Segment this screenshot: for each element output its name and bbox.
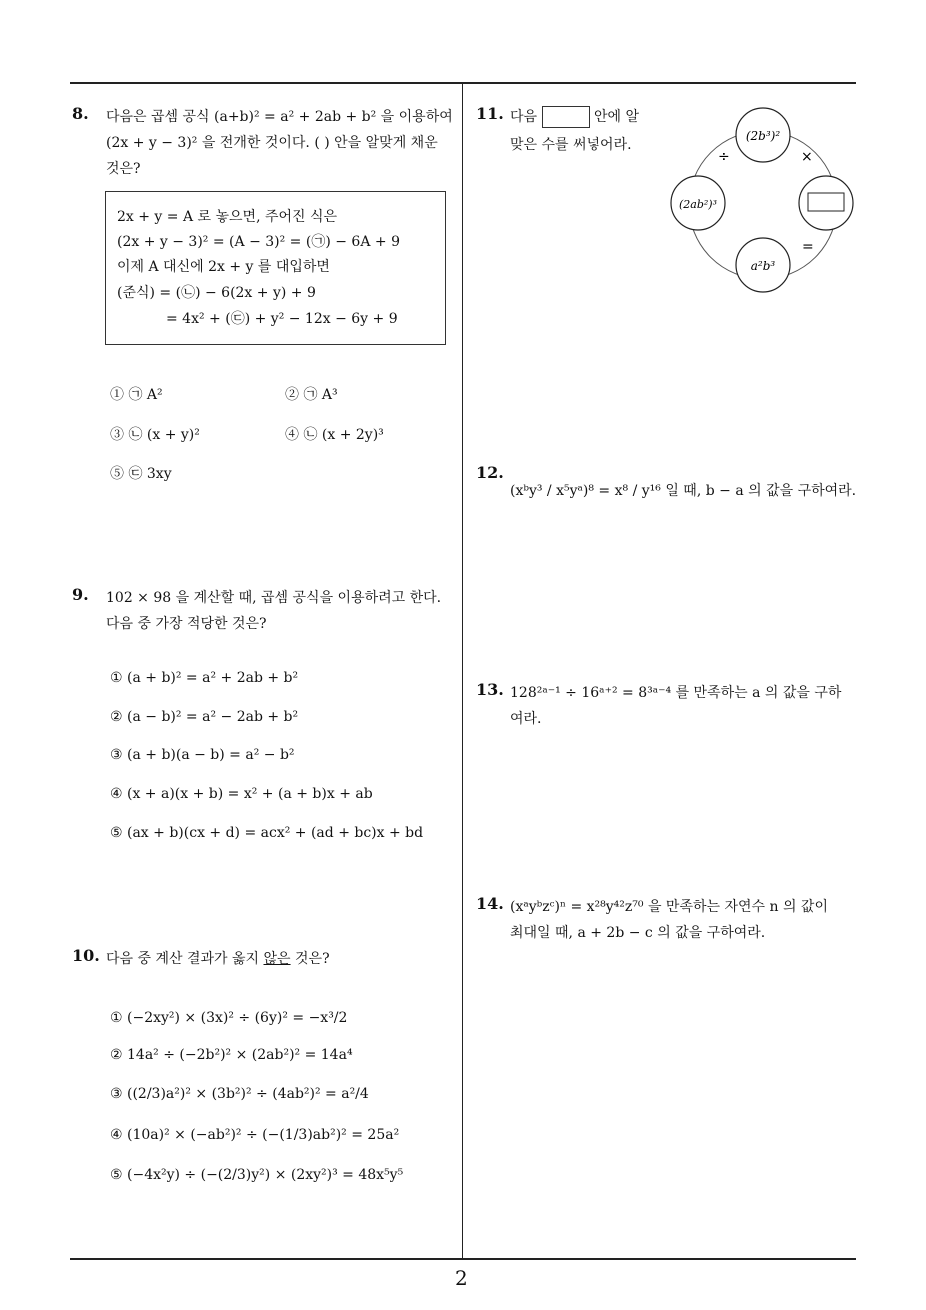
multiply-operator: × xyxy=(801,149,813,165)
question-11-circle-diagram xyxy=(668,105,858,305)
top-rule xyxy=(70,82,856,84)
question-8-derivation-box xyxy=(105,191,446,345)
equals-operator: = xyxy=(802,239,814,255)
question-11-text-line1 xyxy=(510,106,639,128)
circle-bottom-label: a²b³ xyxy=(750,259,776,273)
question-10-emphasis: 않은 xyxy=(263,951,291,967)
box-line-2: (2x + y − 3)² = (A − 3)² = (㉠) − 6A + 9 xyxy=(117,234,400,250)
question-13-text-line2: 여라. xyxy=(510,711,542,727)
question-9-option-2[interactable]: ② (a − b)² = a² − 2ab + b² xyxy=(110,709,299,725)
question-8-option-5[interactable]: ⑤ ㉢ 3xy xyxy=(110,466,172,482)
question-8-text-line2: (2x + y − 3)² 을 전개한 것이다. ( ) 안을 알맞게 채운 xyxy=(106,135,438,151)
question-13-number: 13. xyxy=(476,680,504,699)
question-10-number: 10. xyxy=(72,946,100,965)
question-11-number: 11. xyxy=(476,104,504,123)
question-8-option-4[interactable]: ④ ㉡ (x + 2y)³ xyxy=(285,427,384,443)
box-line-3: 이제 A 대신에 2x + y 를 대입하면 xyxy=(117,259,330,275)
circle-left-label: (2ab²)³ xyxy=(678,198,718,211)
question-11-text-line2: 맞은 수를 써넣어라. xyxy=(510,137,632,153)
question-10-text-b: 것은? xyxy=(295,951,330,967)
question-10-option-4[interactable]: ④ (10a)² × (−ab²)² ÷ (−(1/3)ab²)² = 25a² xyxy=(110,1127,400,1143)
question-10-option-3[interactable]: ③ ((2/3)a²)² × (3b²)² ÷ (4ab²)² = a²/4 xyxy=(110,1086,369,1102)
question-14-number: 14. xyxy=(476,894,504,913)
question-12-text: (xᵇy³ / x⁵yᵃ)⁸ = x⁸ / y¹⁶ 일 때, b − a 의 값을 구하여라. xyxy=(510,483,857,499)
question-11-text-a: 다음 xyxy=(510,109,538,125)
question-9-option-4[interactable]: ④ (x + a)(x + b) = x² + (a + b)x + ab xyxy=(110,786,373,802)
question-10-text xyxy=(106,948,330,968)
question-9-option-1[interactable]: ① (a + b)² = a² + 2ab + b² xyxy=(110,670,299,686)
question-14-text-line2: 최대일 때, a + 2b − c 의 값을 구하여라. xyxy=(510,925,766,941)
box-line-4: (준식) = (㉡) − 6(2x + y) + 9 xyxy=(117,285,316,301)
column-divider xyxy=(462,83,463,1259)
answer-blank-box[interactable] xyxy=(542,106,590,128)
page-number: 2 xyxy=(455,1266,468,1290)
question-10-option-5[interactable]: ⑤ (−4x²y) ÷ (−(2/3)y²) × (2xy²)³ = 48x⁵y⁵ xyxy=(110,1167,404,1183)
question-9-text-line2: 다음 중 가장 적당한 것은? xyxy=(106,616,267,632)
question-8-option-1[interactable]: ① ㉠ A² xyxy=(110,387,163,403)
question-8-text-line3: 것은? xyxy=(106,161,141,177)
question-8-number: 8. xyxy=(72,104,89,123)
question-10-option-1[interactable]: ① (−2xy²) × (3x)² ÷ (6y)² = −x³/2 xyxy=(110,1010,348,1026)
question-8-option-3[interactable]: ③ ㉡ (x + y)² xyxy=(110,427,200,443)
box-line-5: = 4x² + (㉢) + y² − 12x − 6y + 9 xyxy=(166,311,398,327)
question-11-text-b: 안에 알 xyxy=(593,109,639,125)
question-8-text-line1: 다음은 곱셈 공식 (a+b)² = a² + 2ab + b² 을 이용하여 xyxy=(106,109,453,125)
question-9-option-5[interactable]: ⑤ (ax + b)(cx + d) = acx² + (ad + bc)x + bd xyxy=(110,825,424,841)
circle-top-label: (2b³)² xyxy=(745,129,781,143)
question-10-text-a: 다음 중 계산 결과가 옳지 xyxy=(106,951,260,967)
question-14-text-line1: (xᵃyᵇzᶜ)ⁿ = x²⁸y⁴²z⁷⁰ 을 만족하는 자연수 n 의 값이 xyxy=(510,899,828,915)
divide-operator: ÷ xyxy=(718,149,730,165)
question-10-option-2[interactable]: ② 14a² ÷ (−2b²)² × (2ab²)² = 14a⁴ xyxy=(110,1047,353,1063)
bottom-rule xyxy=(70,1258,856,1260)
diagram-answer-box[interactable] xyxy=(808,193,844,211)
question-9-number: 9. xyxy=(72,585,89,604)
question-12-number: 12. xyxy=(476,463,504,482)
question-9-text-line1: 102 × 98 을 계산할 때, 곱셈 공식을 이용하려고 한다. xyxy=(106,590,442,606)
question-9-option-3[interactable]: ③ (a + b)(a − b) = a² − b² xyxy=(110,747,295,763)
question-8-option-2[interactable]: ② ㉠ A³ xyxy=(285,387,338,403)
question-13-text-line1: 128²ᵃ⁻¹ ÷ 16ᵃ⁺² = 8³ᵃ⁻⁴ 를 만족하는 a 의 값을 구하 xyxy=(510,685,842,701)
box-line-1: 2x + y = A 로 놓으면, 주어진 식은 xyxy=(117,209,338,225)
